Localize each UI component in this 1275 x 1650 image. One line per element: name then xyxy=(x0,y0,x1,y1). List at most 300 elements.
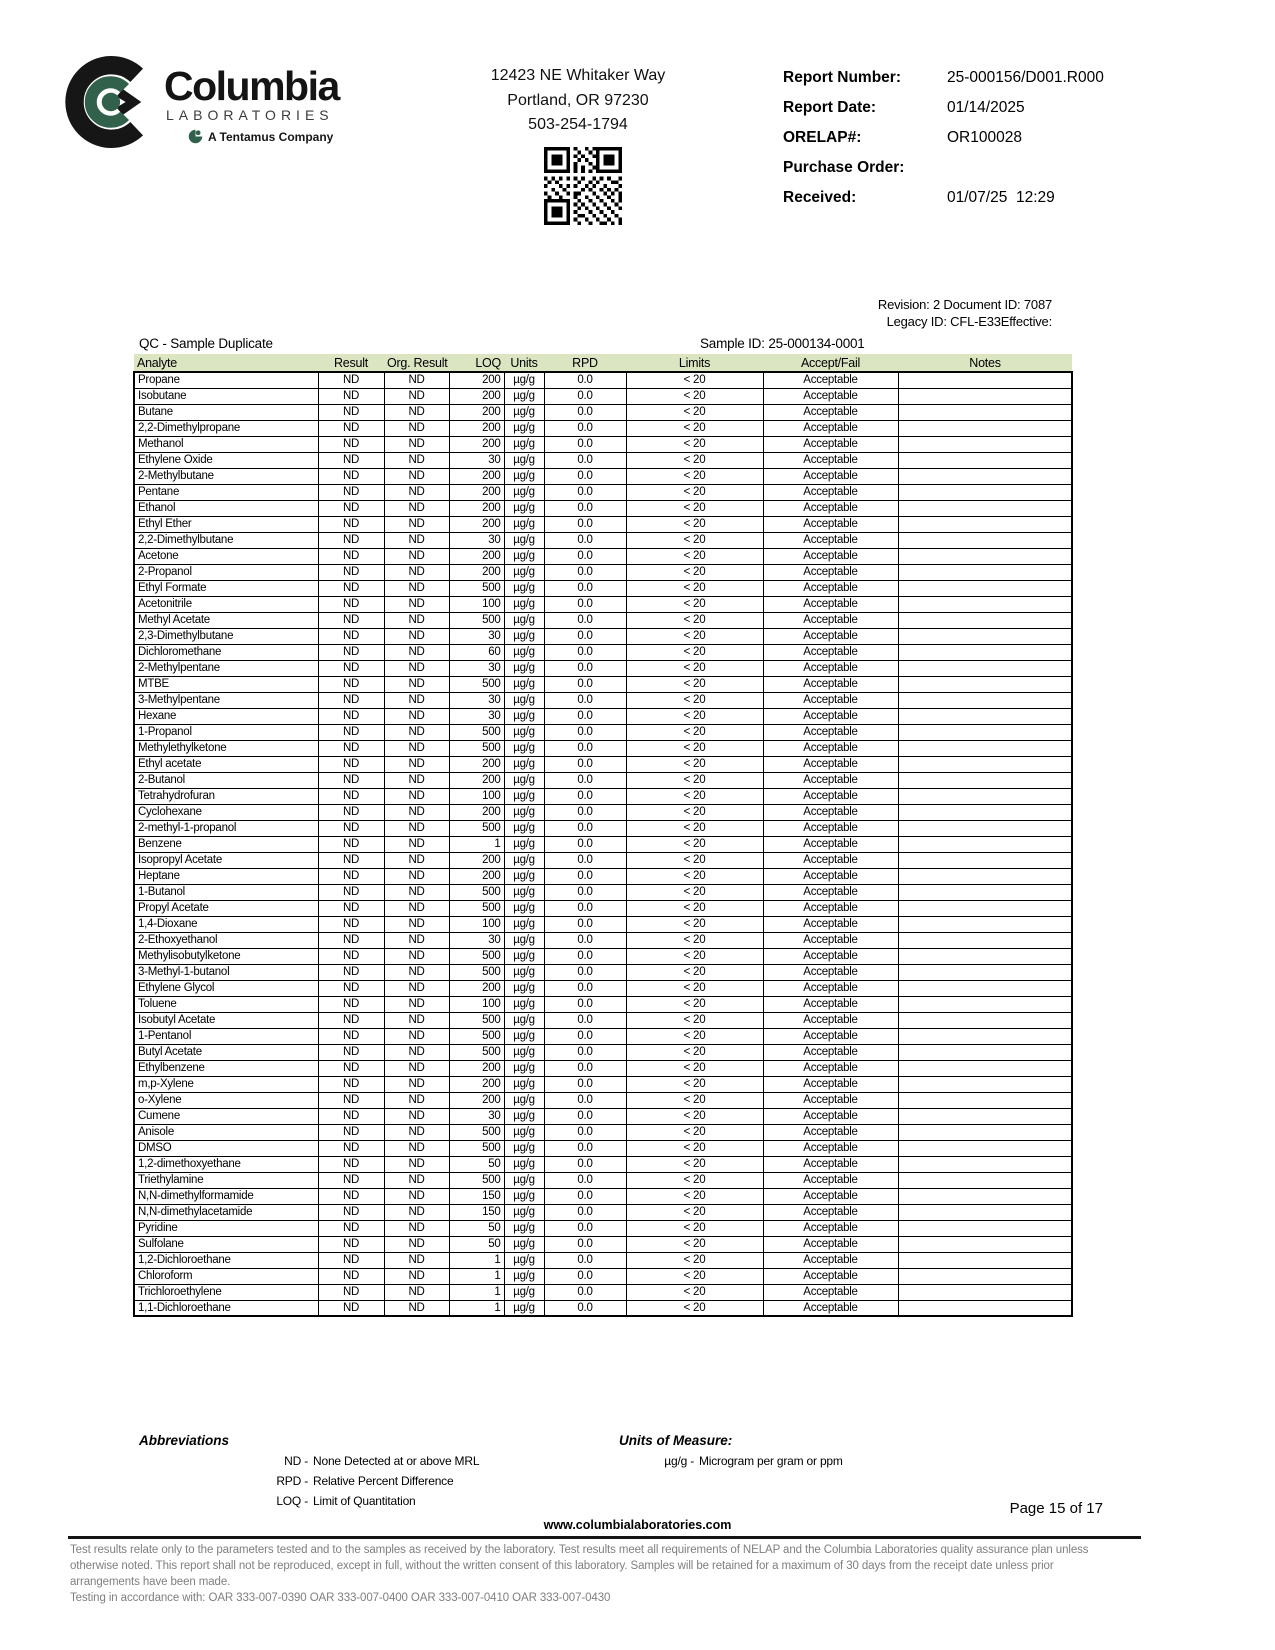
limits-cell: < 20 xyxy=(626,820,763,836)
notes-cell xyxy=(898,1156,1072,1172)
limits-cell: < 20 xyxy=(626,1108,763,1124)
rpd-cell: 0.0 xyxy=(544,884,626,900)
units-cell: µg/g xyxy=(504,836,544,852)
accept-fail-cell: Acceptable xyxy=(763,500,898,516)
rpd-cell: 0.0 xyxy=(544,980,626,996)
org-result-cell: ND xyxy=(384,628,449,644)
org-result-cell: ND xyxy=(384,1236,449,1252)
org-result-cell: ND xyxy=(384,708,449,724)
limits-cell: < 20 xyxy=(626,740,763,756)
analyte-cell: o-Xylene xyxy=(134,1092,318,1108)
rpd-cell: 0.0 xyxy=(544,948,626,964)
rpd-cell: 0.0 xyxy=(544,500,626,516)
limits-cell: < 20 xyxy=(626,468,763,484)
report-date-row xyxy=(783,93,1104,123)
rpd-cell: 0.0 xyxy=(544,820,626,836)
result-cell: ND xyxy=(318,724,384,740)
purchase-order-label: Purchase Order: xyxy=(783,159,905,176)
accept-fail-cell: Acceptable xyxy=(763,436,898,452)
footer-divider xyxy=(68,1536,1141,1539)
limits-cell: < 20 xyxy=(626,564,763,580)
result-cell: ND xyxy=(318,372,384,388)
org-result-cell: ND xyxy=(384,772,449,788)
results-table-body xyxy=(134,372,1072,1316)
accept-fail-cell: Acceptable xyxy=(763,1076,898,1092)
rpd-cell: 0.0 xyxy=(544,388,626,404)
accept-fail-cell: Acceptable xyxy=(763,1172,898,1188)
units-cell: µg/g xyxy=(504,756,544,772)
result-cell: ND xyxy=(318,964,384,980)
org-result-cell: ND xyxy=(384,932,449,948)
analyte-cell: 1,4-Dioxane xyxy=(134,916,318,932)
accept-fail-cell: Acceptable xyxy=(763,1028,898,1044)
table-row xyxy=(134,1076,1072,1092)
loq-cell: 200 xyxy=(449,500,504,516)
org-result-cell: ND xyxy=(384,420,449,436)
website-link[interactable]: www.columbialaboratories.com xyxy=(543,1518,732,1532)
results-table xyxy=(133,354,1073,1317)
accept-fail-cell: Acceptable xyxy=(763,1156,898,1172)
org-result-cell: ND xyxy=(384,692,449,708)
result-cell: ND xyxy=(318,676,384,692)
accept-fail-cell: Acceptable xyxy=(763,1188,898,1204)
abbreviations-title: Abbreviations xyxy=(139,1433,230,1448)
loq-cell: 500 xyxy=(449,900,504,916)
notes-cell xyxy=(898,1076,1072,1092)
analyte-cell: Propane xyxy=(134,372,318,388)
units-cell: µg/g xyxy=(504,516,544,532)
notes-cell xyxy=(898,644,1072,660)
org-result-cell: ND xyxy=(384,884,449,900)
units-cell: µg/g xyxy=(504,1044,544,1060)
notes-cell xyxy=(898,852,1072,868)
table-row xyxy=(134,1140,1072,1156)
accept-fail-cell: Acceptable xyxy=(763,516,898,532)
analyte-cell: Butane xyxy=(134,404,318,420)
accept-fail-cell: Acceptable xyxy=(763,644,898,660)
org-result-cell: ND xyxy=(384,836,449,852)
limits-cell: < 20 xyxy=(626,980,763,996)
disclaimer-text: Test results relate only to the parameters tested and to the samples as received by the laboratory. Test results meet all requirements of NELAP and the Columbia Laboratories quality assurance plan unless otherwise noted. This report shall not be reproduced, except in full, without the written consent of this laboratory. Samples will be retained for a maximum of 30 days from the receipt date unless prior arrangements have been made. xyxy=(70,1544,1089,1588)
page-number: Page 15 of 17 xyxy=(1009,1500,1103,1517)
org-result-cell: ND xyxy=(384,548,449,564)
report-info xyxy=(783,63,1104,213)
analyte-cell: 1,2-Dichloroethane xyxy=(134,1252,318,1268)
loq-cell: 150 xyxy=(449,1204,504,1220)
units-cell: µg/g xyxy=(504,420,544,436)
analyte-cell: Benzene xyxy=(134,836,318,852)
accept-fail-cell: Acceptable xyxy=(763,420,898,436)
accept-fail-cell: Acceptable xyxy=(763,1124,898,1140)
loq-cell: 30 xyxy=(449,1108,504,1124)
rpd-cell: 0.0 xyxy=(544,1140,626,1156)
org-result-cell: ND xyxy=(384,1172,449,1188)
accept-fail-cell: Acceptable xyxy=(763,1220,898,1236)
rpd-cell: 0.0 xyxy=(544,900,626,916)
rpd-cell: 0.0 xyxy=(544,1108,626,1124)
limits-cell: < 20 xyxy=(626,1188,763,1204)
received-row xyxy=(783,183,1104,213)
limits-cell: < 20 xyxy=(626,484,763,500)
table-row xyxy=(134,1300,1072,1316)
org-result-cell: ND xyxy=(384,1252,449,1268)
loq-cell: 500 xyxy=(449,820,504,836)
result-cell: ND xyxy=(318,452,384,468)
analyte-cell: Trichloroethylene xyxy=(134,1284,318,1300)
analyte-cell: 2-Methylbutane xyxy=(134,468,318,484)
org-result-cell: ND xyxy=(384,1300,449,1316)
units-cell: µg/g xyxy=(504,564,544,580)
result-cell: ND xyxy=(318,820,384,836)
result-cell: ND xyxy=(318,1076,384,1092)
result-cell: ND xyxy=(318,756,384,772)
table-row xyxy=(134,628,1072,644)
org-result-cell: ND xyxy=(384,852,449,868)
table-row xyxy=(134,1092,1072,1108)
result-cell: ND xyxy=(318,996,384,1012)
column-header-analyte: Analyte xyxy=(134,354,318,372)
table-row xyxy=(134,676,1072,692)
accept-fail-cell: Acceptable xyxy=(763,1236,898,1252)
units-cell: µg/g xyxy=(504,1188,544,1204)
org-result-cell: ND xyxy=(384,868,449,884)
result-cell: ND xyxy=(318,436,384,452)
analyte-cell: 3-Methyl-1-butanol xyxy=(134,964,318,980)
units-cell: µg/g xyxy=(504,1252,544,1268)
logo-text xyxy=(164,56,339,148)
accept-fail-cell: Acceptable xyxy=(763,676,898,692)
loq-cell: 30 xyxy=(449,692,504,708)
result-cell: ND xyxy=(318,868,384,884)
analyte-cell: Propyl Acetate xyxy=(134,900,318,916)
org-result-cell: ND xyxy=(384,804,449,820)
units-cell: µg/g xyxy=(504,772,544,788)
column-header-accept-fail: Accept/Fail xyxy=(763,354,898,372)
notes-cell xyxy=(898,884,1072,900)
rpd-cell: 0.0 xyxy=(544,852,626,868)
analyte-cell: Ethylene Glycol xyxy=(134,980,318,996)
rpd-cell: 0.0 xyxy=(544,1300,626,1316)
limits-cell: < 20 xyxy=(626,644,763,660)
rpd-cell: 0.0 xyxy=(544,1076,626,1092)
units-cell: µg/g xyxy=(504,1156,544,1172)
loq-cell: 500 xyxy=(449,1012,504,1028)
units-cell: µg/g xyxy=(504,964,544,980)
limits-cell: < 20 xyxy=(626,436,763,452)
notes-cell xyxy=(898,1284,1072,1300)
accept-fail-cell: Acceptable xyxy=(763,804,898,820)
result-cell: ND xyxy=(318,948,384,964)
org-result-cell: ND xyxy=(384,532,449,548)
analyte-cell: Dichloromethane xyxy=(134,644,318,660)
accept-fail-cell: Acceptable xyxy=(763,1060,898,1076)
loq-cell: 50 xyxy=(449,1236,504,1252)
accept-fail-cell: Acceptable xyxy=(763,820,898,836)
accept-fail-cell: Acceptable xyxy=(763,724,898,740)
org-result-cell: ND xyxy=(384,452,449,468)
column-header-units: Units xyxy=(504,354,544,372)
limits-cell: < 20 xyxy=(626,1156,763,1172)
orelap-row xyxy=(783,123,1104,153)
loq-cell: 200 xyxy=(449,372,504,388)
abbreviations-list xyxy=(252,1451,479,1511)
loq-cell: 500 xyxy=(449,612,504,628)
result-cell: ND xyxy=(318,788,384,804)
notes-cell xyxy=(898,628,1072,644)
org-result-cell: ND xyxy=(384,996,449,1012)
units-cell: µg/g xyxy=(504,948,544,964)
accept-fail-cell: Acceptable xyxy=(763,660,898,676)
loq-cell: 1 xyxy=(449,836,504,852)
loq-cell: 200 xyxy=(449,772,504,788)
accept-fail-cell: Acceptable xyxy=(763,1204,898,1220)
result-cell: ND xyxy=(318,980,384,996)
rpd-cell: 0.0 xyxy=(544,612,626,628)
result-cell: ND xyxy=(318,1108,384,1124)
limits-cell: < 20 xyxy=(626,404,763,420)
tentamus-icon xyxy=(188,129,203,144)
result-cell: ND xyxy=(318,836,384,852)
units-cell: µg/g xyxy=(504,372,544,388)
result-cell: ND xyxy=(318,772,384,788)
notes-cell xyxy=(898,1028,1072,1044)
accept-fail-cell: Acceptable xyxy=(763,1268,898,1284)
loq-cell: 200 xyxy=(449,852,504,868)
units-cell: µg/g xyxy=(504,788,544,804)
rpd-cell: 0.0 xyxy=(544,868,626,884)
rpd-cell: 0.0 xyxy=(544,740,626,756)
accept-fail-cell: Acceptable xyxy=(763,372,898,388)
accept-fail-cell: Acceptable xyxy=(763,1044,898,1060)
limits-cell: < 20 xyxy=(626,1268,763,1284)
address-line2: Portland, OR 97230 xyxy=(507,91,649,109)
lab-address xyxy=(450,64,706,138)
loq-cell: 500 xyxy=(449,1044,504,1060)
analyte-cell: Methanol xyxy=(134,436,318,452)
column-header-org-result: Org. Result xyxy=(384,354,449,372)
units-cell: µg/g xyxy=(504,436,544,452)
org-result-cell: ND xyxy=(384,900,449,916)
table-row xyxy=(134,1268,1072,1284)
org-result-cell: ND xyxy=(384,404,449,420)
accept-fail-cell: Acceptable xyxy=(763,772,898,788)
notes-cell xyxy=(898,1300,1072,1316)
accept-fail-cell: Acceptable xyxy=(763,692,898,708)
units-cell: µg/g xyxy=(504,628,544,644)
org-result-cell: ND xyxy=(384,1140,449,1156)
units-cell: µg/g xyxy=(504,676,544,692)
report-date-label: Report Date: xyxy=(783,99,877,116)
limits-cell: < 20 xyxy=(626,804,763,820)
limits-cell: < 20 xyxy=(626,1012,763,1028)
rpd-cell: 0.0 xyxy=(544,628,626,644)
units-cell: µg/g xyxy=(504,468,544,484)
table-row xyxy=(134,1012,1072,1028)
units-of-measure-list xyxy=(650,1451,843,1471)
notes-cell xyxy=(898,1236,1072,1252)
limits-cell: < 20 xyxy=(626,884,763,900)
rpd-cell: 0.0 xyxy=(544,788,626,804)
limits-cell: < 20 xyxy=(626,372,763,388)
loq-cell: 200 xyxy=(449,1092,504,1108)
rpd-cell: 0.0 xyxy=(544,436,626,452)
rpd-cell: 0.0 xyxy=(544,404,626,420)
table-row xyxy=(134,852,1072,868)
notes-cell xyxy=(898,404,1072,420)
org-result-cell: ND xyxy=(384,564,449,580)
brand-name: Columbia xyxy=(164,63,339,109)
loq-cell: 200 xyxy=(449,388,504,404)
units-cell: µg/g xyxy=(504,932,544,948)
rpd-cell: 0.0 xyxy=(544,516,626,532)
table-row xyxy=(134,612,1072,628)
limits-cell: < 20 xyxy=(626,1220,763,1236)
limits-cell: < 20 xyxy=(626,660,763,676)
analyte-cell: Ethyl Ether xyxy=(134,516,318,532)
org-result-cell: ND xyxy=(384,1060,449,1076)
result-cell: ND xyxy=(318,740,384,756)
table-row xyxy=(134,500,1072,516)
table-row xyxy=(134,468,1072,484)
units-cell: µg/g xyxy=(504,868,544,884)
rpd-cell: 0.0 xyxy=(544,1044,626,1060)
loq-cell: 100 xyxy=(449,916,504,932)
accept-fail-cell: Acceptable xyxy=(763,612,898,628)
units-cell: µg/g xyxy=(504,404,544,420)
table-row xyxy=(134,1252,1072,1268)
loq-cell: 200 xyxy=(449,564,504,580)
accept-fail-cell: Acceptable xyxy=(763,788,898,804)
rpd-cell: 0.0 xyxy=(544,596,626,612)
notes-cell xyxy=(898,500,1072,516)
notes-cell xyxy=(898,420,1072,436)
accept-fail-cell: Acceptable xyxy=(763,596,898,612)
limits-cell: < 20 xyxy=(626,500,763,516)
analyte-cell: 2,2-Dimethylbutane xyxy=(134,532,318,548)
notes-cell xyxy=(898,996,1072,1012)
analyte-cell: Methyl Acetate xyxy=(134,612,318,628)
loq-cell: 500 xyxy=(449,1140,504,1156)
table-row xyxy=(134,388,1072,404)
units-cell: µg/g xyxy=(504,692,544,708)
accept-fail-cell: Acceptable xyxy=(763,852,898,868)
notes-cell xyxy=(898,436,1072,452)
table-row xyxy=(134,980,1072,996)
limits-cell: < 20 xyxy=(626,916,763,932)
rpd-cell: 0.0 xyxy=(544,580,626,596)
loq-cell: 30 xyxy=(449,708,504,724)
loq-cell: 150 xyxy=(449,1188,504,1204)
limits-cell: < 20 xyxy=(626,948,763,964)
org-result-cell: ND xyxy=(384,516,449,532)
table-row xyxy=(134,868,1072,884)
analyte-cell: 2-methyl-1-propanol xyxy=(134,820,318,836)
notes-cell xyxy=(898,964,1072,980)
accept-fail-cell: Acceptable xyxy=(763,996,898,1012)
accept-fail-cell: Acceptable xyxy=(763,836,898,852)
accept-fail-cell: Acceptable xyxy=(763,1252,898,1268)
rpd-cell: 0.0 xyxy=(544,1028,626,1044)
loq-cell: 500 xyxy=(449,724,504,740)
result-cell: ND xyxy=(318,1268,384,1284)
table-row xyxy=(134,1236,1072,1252)
rpd-cell: 0.0 xyxy=(544,772,626,788)
accept-fail-cell: Acceptable xyxy=(763,628,898,644)
units-cell: µg/g xyxy=(504,1124,544,1140)
limits-cell: < 20 xyxy=(626,1284,763,1300)
org-result-cell: ND xyxy=(384,580,449,596)
accordance-text: Testing in accordance with: OAR 333-007-0390 OAR 333-007-0400 OAR 333-007-0410 OAR 333-007-0430 xyxy=(70,1592,611,1604)
units-cell: µg/g xyxy=(504,644,544,660)
table-row xyxy=(134,724,1072,740)
table-row xyxy=(134,932,1072,948)
loq-cell: 30 xyxy=(449,452,504,468)
loq-cell: 60 xyxy=(449,644,504,660)
notes-cell xyxy=(898,820,1072,836)
org-result-cell: ND xyxy=(384,788,449,804)
limits-cell: < 20 xyxy=(626,628,763,644)
result-cell: ND xyxy=(318,612,384,628)
report-number-row xyxy=(783,63,1104,93)
notes-cell xyxy=(898,1060,1072,1076)
accept-fail-cell: Acceptable xyxy=(763,756,898,772)
report-number-label: Report Number: xyxy=(783,69,901,86)
result-cell: ND xyxy=(318,660,384,676)
limits-cell: < 20 xyxy=(626,548,763,564)
purchase-order-row xyxy=(783,153,1104,183)
units-cell: µg/g xyxy=(504,804,544,820)
table-row xyxy=(134,404,1072,420)
notes-cell xyxy=(898,900,1072,916)
analyte-cell: 1-Propanol xyxy=(134,724,318,740)
result-cell: ND xyxy=(318,916,384,932)
column-header-notes: Notes xyxy=(898,354,1072,372)
units-cell: µg/g xyxy=(504,852,544,868)
column-header-rpd: RPD xyxy=(544,354,626,372)
units-cell: µg/g xyxy=(504,980,544,996)
org-result-cell: ND xyxy=(384,1204,449,1220)
table-row xyxy=(134,708,1072,724)
notes-cell xyxy=(898,372,1072,388)
loq-cell: 500 xyxy=(449,580,504,596)
result-cell: ND xyxy=(318,1156,384,1172)
org-result-cell: ND xyxy=(384,596,449,612)
limits-cell: < 20 xyxy=(626,724,763,740)
result-cell: ND xyxy=(318,1252,384,1268)
notes-cell xyxy=(898,532,1072,548)
org-result-cell: ND xyxy=(384,388,449,404)
result-cell: ND xyxy=(318,516,384,532)
notes-cell xyxy=(898,1092,1072,1108)
units-cell: µg/g xyxy=(504,1284,544,1300)
analyte-cell: Triethylamine xyxy=(134,1172,318,1188)
loq-cell: 500 xyxy=(449,964,504,980)
org-result-cell: ND xyxy=(384,1044,449,1060)
notes-cell xyxy=(898,548,1072,564)
table-row xyxy=(134,948,1072,964)
units-cell: µg/g xyxy=(504,1236,544,1252)
result-cell: ND xyxy=(318,1172,384,1188)
table-row xyxy=(134,1108,1072,1124)
table-row xyxy=(134,1172,1072,1188)
rpd-cell: 0.0 xyxy=(544,1172,626,1188)
table-row xyxy=(134,1028,1072,1044)
table-row xyxy=(134,1284,1072,1300)
table-row xyxy=(134,1204,1072,1220)
loq-cell: 200 xyxy=(449,1076,504,1092)
analyte-cell: 2-Ethoxyethanol xyxy=(134,932,318,948)
analyte-cell: 2-Butanol xyxy=(134,772,318,788)
